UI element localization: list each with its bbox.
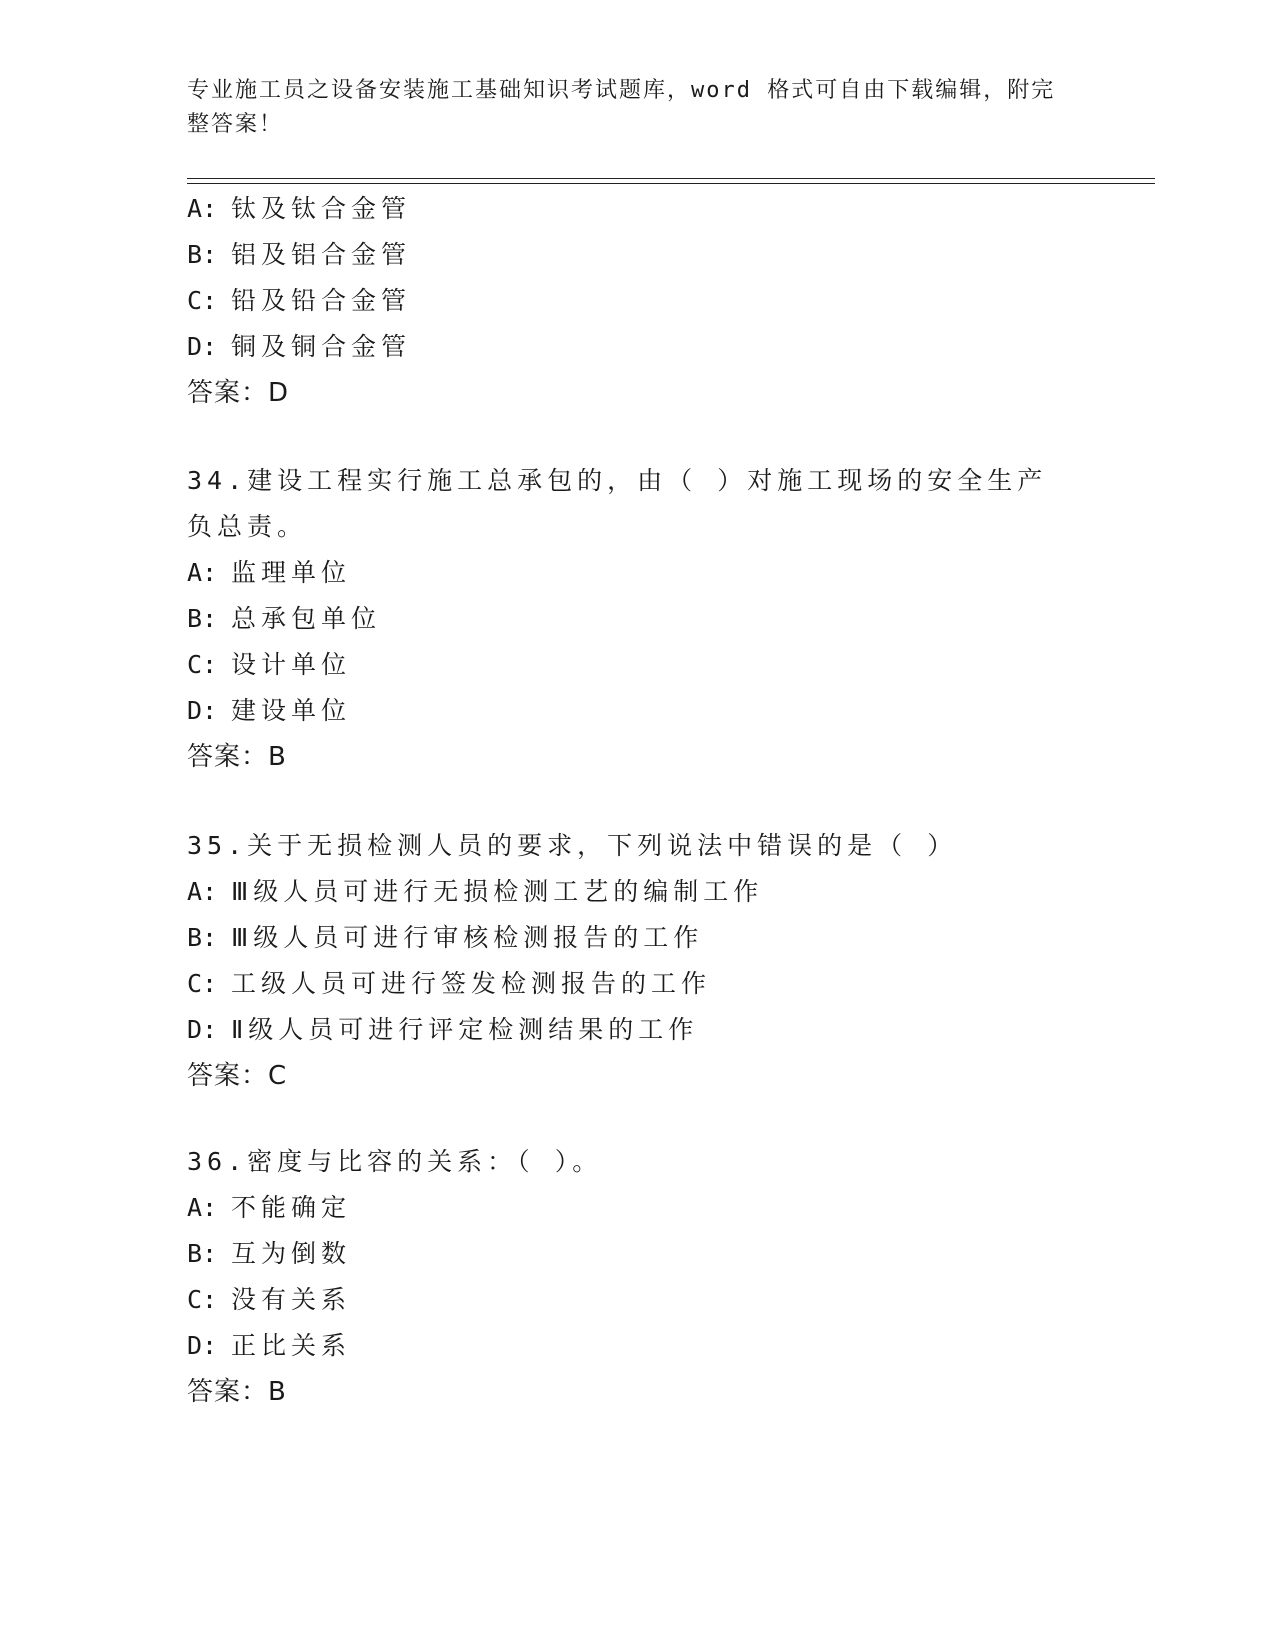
option-b — [187, 232, 1087, 278]
option-text: 建设单位 — [231, 696, 352, 725]
option-letter: D: — [187, 332, 218, 361]
question-34 — [187, 458, 1087, 780]
option-letter: B: — [187, 240, 218, 269]
option-letter: A: — [187, 194, 218, 223]
option-letter: C: — [187, 1285, 218, 1314]
option-letter: B: — [187, 923, 218, 952]
option-d — [187, 688, 1087, 734]
option-c — [187, 1277, 1087, 1323]
option-text: 设计单位 — [231, 650, 352, 679]
option-letter: B: — [187, 1239, 218, 1268]
option-text: 正比关系 — [231, 1331, 352, 1360]
header-divider-top — [187, 178, 1155, 179]
option-text: 铜及铜合金管 — [231, 332, 412, 361]
option-text: 不能确定 — [231, 1193, 352, 1222]
option-letter: D: — [187, 1331, 218, 1360]
answer: 答案：D — [187, 378, 290, 408]
option-text: 没有关系 — [231, 1285, 352, 1314]
option-letter: D: — [187, 696, 218, 725]
answer: 答案：B — [187, 1377, 287, 1407]
option-letter: D: — [187, 1015, 218, 1044]
answer: 答案：C — [187, 1061, 288, 1091]
question-text: 36.密度与比容的关系：（ ）。 — [187, 1147, 603, 1176]
option-letter: C: — [187, 650, 218, 679]
option-c — [187, 642, 1087, 688]
option-text: 铝及铝合金管 — [231, 240, 412, 269]
option-text: 总承包单位 — [231, 604, 382, 633]
option-letter: A: — [187, 877, 218, 906]
question-36 — [187, 1139, 1087, 1415]
document-header: 专业施工员之设备安装施工基础知识考试题库，word 格式可自由下载编辑，附完整答案！ — [187, 78, 1056, 137]
option-a — [187, 186, 1087, 232]
option-d — [187, 1007, 1087, 1053]
question-33-continuation — [187, 186, 1087, 416]
option-b — [187, 596, 1087, 642]
option-letter: A: — [187, 1193, 218, 1222]
option-letter: A: — [187, 558, 218, 587]
option-text: Ⅱ级人员可进行评定检测结果的工作 — [231, 1015, 699, 1044]
option-d — [187, 1323, 1087, 1369]
option-letter: C: — [187, 969, 218, 998]
question-35 — [187, 823, 1087, 1099]
option-c — [187, 278, 1087, 324]
option-b — [187, 1231, 1087, 1277]
header-divider-bottom — [187, 183, 1155, 184]
option-a — [187, 869, 1087, 915]
option-text: 工级人员可进行签发检测报告的工作 — [231, 969, 712, 998]
option-letter: B: — [187, 604, 218, 633]
answer: 答案：B — [187, 742, 287, 772]
option-letter: C: — [187, 286, 218, 315]
option-d — [187, 324, 1087, 370]
option-c — [187, 961, 1087, 1007]
option-text: 钛及钛合金管 — [231, 194, 412, 223]
option-text: 铅及铅合金管 — [231, 286, 412, 315]
question-text: 34.建设工程实行施工总承包的，由（ ）对施工现场的安全生产负总责。 — [187, 466, 1048, 541]
option-text: Ⅲ级人员可进行无损检测工艺的编制工作 — [231, 877, 764, 906]
option-text: 互为倒数 — [231, 1239, 352, 1268]
option-a — [187, 1185, 1087, 1231]
option-text: 监理单位 — [231, 558, 352, 587]
question-text: 35.关于无损检测人员的要求，下列说法中错误的是（ ） — [187, 831, 958, 860]
option-b — [187, 915, 1087, 961]
option-a — [187, 550, 1087, 596]
option-text: Ⅲ级人员可进行审核检测报告的工作 — [231, 923, 704, 952]
